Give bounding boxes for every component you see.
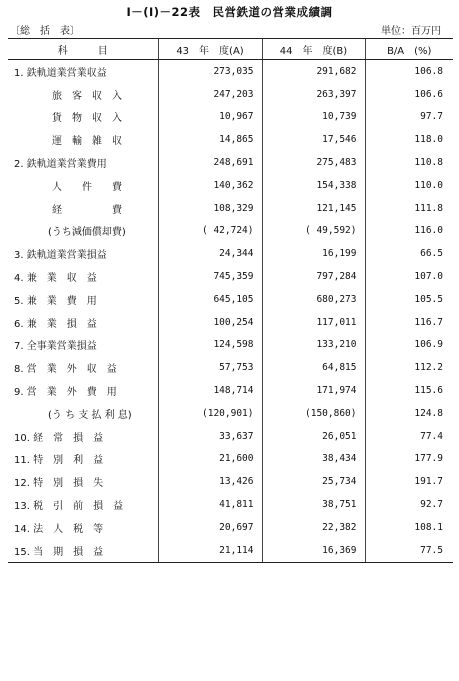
table-row — [8, 197, 453, 220]
table-row — [8, 265, 453, 288]
table-row — [8, 242, 453, 265]
table-header — [8, 39, 453, 60]
value-ratio: 177.9 — [365, 448, 453, 471]
value-ratio: 116.0 — [365, 220, 453, 243]
row-label: 9. 営 業 外 費 用 — [14, 387, 117, 399]
table-body — [8, 60, 453, 563]
value-fy43: 148,714 — [158, 379, 262, 402]
row-label: 12. 特 別 損 失 — [14, 478, 104, 490]
table-row — [8, 220, 453, 243]
value-fy44: 291,682 — [262, 60, 365, 83]
table-row — [8, 174, 453, 197]
value-fy43: 20,697 — [158, 516, 262, 539]
value-fy44: 16,369 — [262, 539, 365, 562]
row-label: 6. 兼 業 損 益 — [14, 318, 97, 330]
row-label: 15. 当 期 損 益 — [8, 539, 158, 562]
value-ratio: 118.0 — [365, 128, 453, 151]
header-ratio: B/A (%) — [365, 39, 453, 60]
value-fy43: 10,967 — [158, 106, 262, 129]
value-ratio: 112.2 — [365, 356, 453, 379]
table-row — [8, 128, 453, 151]
row-label: 旅 客 収 入 — [52, 90, 122, 102]
value-ratio: 77.4 — [365, 425, 453, 448]
value-ratio: 110.8 — [365, 151, 453, 174]
table-row — [8, 334, 453, 357]
row-label: 経 費 — [52, 204, 122, 216]
value-fy43: 100,254 — [158, 311, 262, 334]
value-ratio: 191.7 — [365, 470, 453, 493]
value-fy43: 124,598 — [158, 334, 262, 357]
value-fy43: 273,035 — [158, 60, 262, 83]
table-row — [8, 60, 453, 83]
value-fy43: 33,637 — [158, 425, 262, 448]
operating-results-table — [8, 38, 453, 563]
row-label: 13. 税 引 前 損 益 — [14, 501, 124, 513]
row-label: 7. 全事業営業損益 — [14, 341, 97, 353]
table-row — [8, 151, 453, 174]
table-row — [8, 83, 453, 106]
row-label: 11. 特 別 利 益 — [14, 455, 104, 467]
value-ratio: 116.7 — [365, 311, 453, 334]
table-row — [8, 356, 453, 379]
value-ratio: 110.0 — [365, 174, 453, 197]
value-fy43: 21,600 — [158, 448, 262, 471]
header-fy43: 43 年 度(A) — [158, 39, 262, 60]
value-ratio: 105.5 — [365, 288, 453, 311]
row-label: 人 件 費 — [52, 181, 122, 193]
value-fy44: 154,338 — [262, 174, 365, 197]
value-ratio: 92.7 — [365, 493, 453, 516]
value-fy44: 275,483 — [262, 151, 365, 174]
table-row — [8, 379, 453, 402]
table-row — [8, 106, 453, 129]
value-fy43: ( 42,724) — [158, 220, 262, 243]
value-fy44: 10,739 — [262, 106, 365, 129]
value-ratio: 97.7 — [365, 106, 453, 129]
value-fy43: 248,691 — [158, 151, 262, 174]
value-fy44: 26,051 — [262, 425, 365, 448]
value-ratio: 106.6 — [365, 83, 453, 106]
value-ratio: 124.8 — [365, 402, 453, 425]
value-ratio: 111.8 — [365, 197, 453, 220]
row-label: (う ち 支 払 利 息) — [48, 409, 132, 421]
value-fy43: 14,865 — [158, 128, 262, 151]
header-row — [8, 39, 453, 60]
row-label: 1. 鉄軌道業営業収益 — [14, 67, 107, 79]
row-label: 3. 鉄軌道業営業損益 — [14, 250, 107, 262]
table-row — [8, 516, 453, 539]
value-fy44: 16,199 — [262, 242, 365, 265]
table-row — [8, 311, 453, 334]
value-ratio: 77.5 — [365, 539, 453, 562]
value-fy43: 57,753 — [158, 356, 262, 379]
value-fy44: 38,751 — [262, 493, 365, 516]
value-ratio: 106.9 — [365, 334, 453, 357]
value-ratio: 107.0 — [365, 265, 453, 288]
value-fy43: (120,901) — [158, 402, 262, 425]
value-fy44: 797,284 — [262, 265, 365, 288]
row-label: 14. 法 人 税 等 — [14, 523, 104, 535]
table-row — [8, 448, 453, 471]
value-fy44: 17,546 — [262, 128, 365, 151]
value-fy44: 171,974 — [262, 379, 365, 402]
value-fy43: 21,114 — [158, 539, 262, 562]
row-label: 4. 兼 業 収 益 — [14, 273, 97, 285]
value-fy44: 38,434 — [262, 448, 365, 471]
table-subtitle: 〔総 括 表〕 — [10, 26, 80, 37]
table-row — [8, 539, 453, 562]
value-fy44: 133,210 — [262, 334, 365, 357]
table-row — [8, 402, 453, 425]
row-label: 運 輸 雑 収 — [52, 136, 122, 148]
value-fy44: 117,011 — [262, 311, 365, 334]
row-label: 5. 兼 業 費 用 — [14, 295, 97, 307]
value-fy44: 680,273 — [262, 288, 365, 311]
value-fy44: 64,815 — [262, 356, 365, 379]
value-fy44: 25,734 — [262, 470, 365, 493]
value-fy44: (150,860) — [262, 402, 365, 425]
value-fy44: 263,397 — [262, 83, 365, 106]
value-fy44: 121,145 — [262, 197, 365, 220]
value-fy44: 22,382 — [262, 516, 365, 539]
value-ratio: 106.8 — [365, 60, 453, 83]
unit-label: 単位：百万円 — [381, 26, 441, 37]
value-fy43: 41,811 — [158, 493, 262, 516]
table-row — [8, 425, 453, 448]
header-fy44: 44 年 度(B) — [262, 39, 365, 60]
value-ratio: 66.5 — [365, 242, 453, 265]
value-fy43: 140,362 — [158, 174, 262, 197]
row-label: 貨 物 収 入 — [52, 113, 122, 125]
row-label: 10. 経 常 損 益 — [14, 432, 104, 444]
table-row — [8, 470, 453, 493]
value-fy43: 24,344 — [158, 242, 262, 265]
value-fy43: 108,329 — [158, 197, 262, 220]
table-title: I－(I)－22表 民営鉄道の営業成績調 — [126, 5, 333, 19]
value-fy43: 13,426 — [158, 470, 262, 493]
header-item: 科 目 — [8, 39, 158, 60]
value-fy43: 645,105 — [158, 288, 262, 311]
value-fy44: ( 49,592) — [262, 220, 365, 243]
value-ratio: 115.6 — [365, 379, 453, 402]
value-fy43: 745,359 — [158, 265, 262, 288]
row-label: (うち減価償却費) — [48, 227, 126, 239]
value-ratio: 108.1 — [365, 516, 453, 539]
table-row — [8, 493, 453, 516]
row-label: 2. 鉄軌道業営業費用 — [14, 159, 107, 171]
row-label: 8. 営 業 外 収 益 — [14, 364, 117, 376]
value-fy43: 247,203 — [158, 83, 262, 106]
table-row — [8, 288, 453, 311]
